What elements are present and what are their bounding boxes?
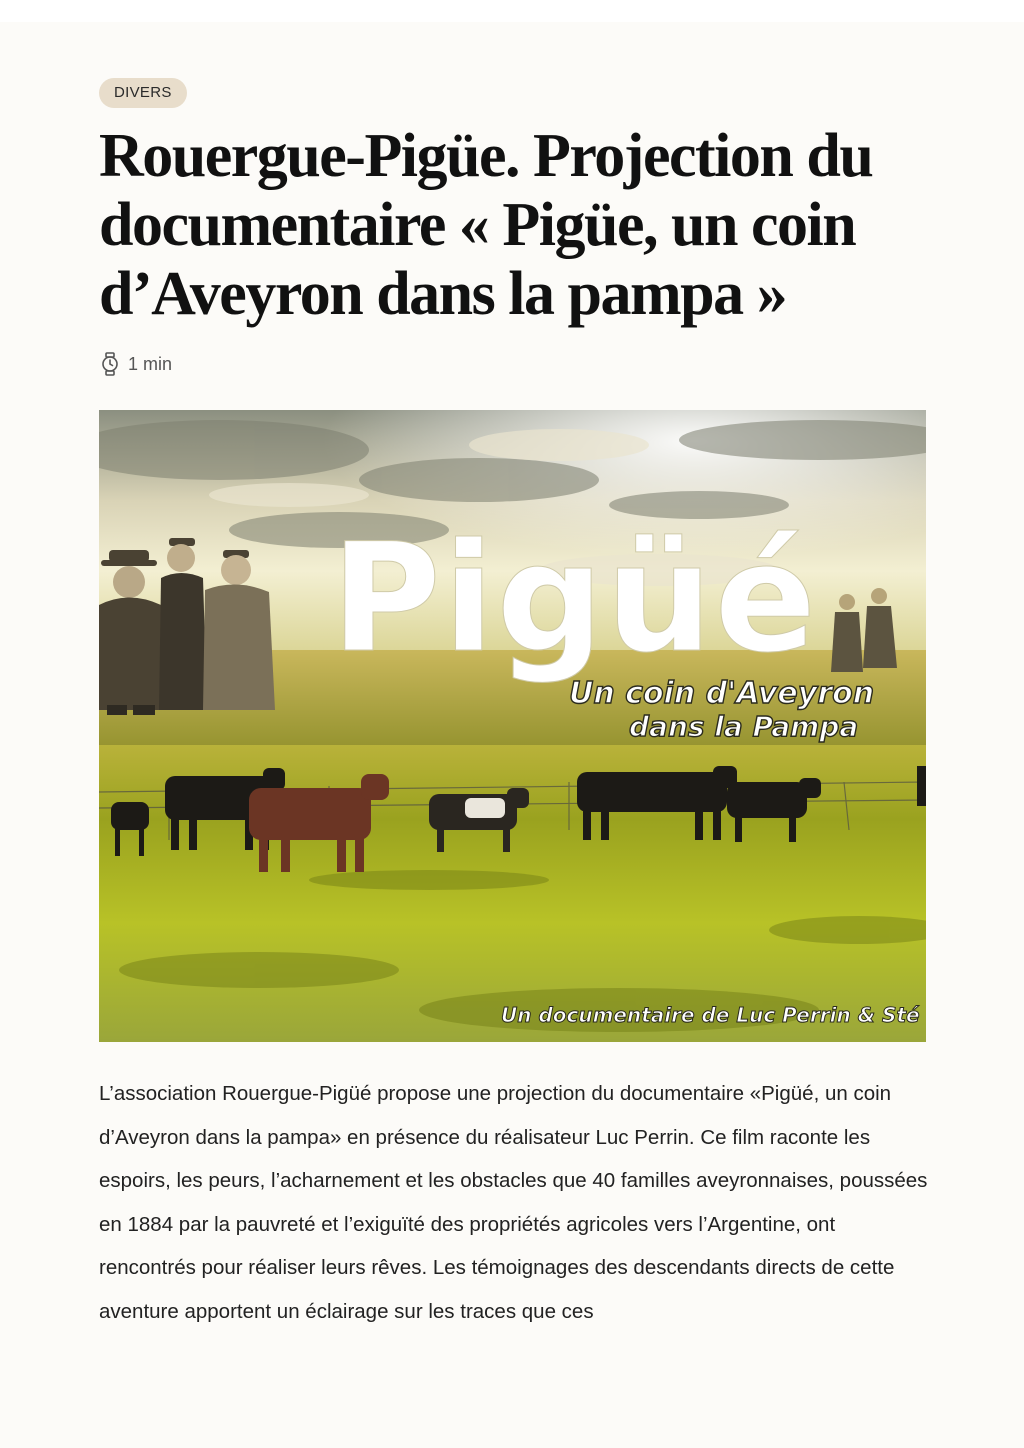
read-time: [100, 350, 172, 378]
hero-subtitle-line1: Un coin d'Aveyron: [569, 676, 875, 711]
hero-title: Pigüé: [331, 512, 819, 686]
hero-credit: Un documentaire de Luc Perrin & Sté: [501, 1003, 920, 1027]
hero-image: [99, 410, 926, 1042]
category-tag[interactable]: DIVERS: [99, 78, 187, 108]
article-body: L’association Rouergue-Pigüé propose une projection du documentaire «Pigüé, un coin d’Aveyron dans la pampa» en présence du réalisateur Luc Perrin. Ce film raconte les espoirs, les peurs, l’acharnement et les obstacles que 40 familles aveyronnaises, poussées en 1884 par la pauvreté et l’exiguïté des propriétés agricoles vers l’Argentine, ont rencontrés pour réaliser leurs rêves. Les témoignages des descendants directs de cette aventure apportent un éclairage sur les traces que ces: [99, 1082, 928, 1323]
hero-subtitle-line2: dans la Pampa: [629, 710, 859, 743]
stopwatch-icon: [100, 352, 120, 376]
article-page: [0, 22, 1024, 1448]
read-time-label: 1 min: [128, 353, 173, 374]
article-title: Rouergue-Pigüe. Projection du documentaire « Pigüe, un coin d’Aveyron dans la pampa »: [99, 122, 873, 328]
